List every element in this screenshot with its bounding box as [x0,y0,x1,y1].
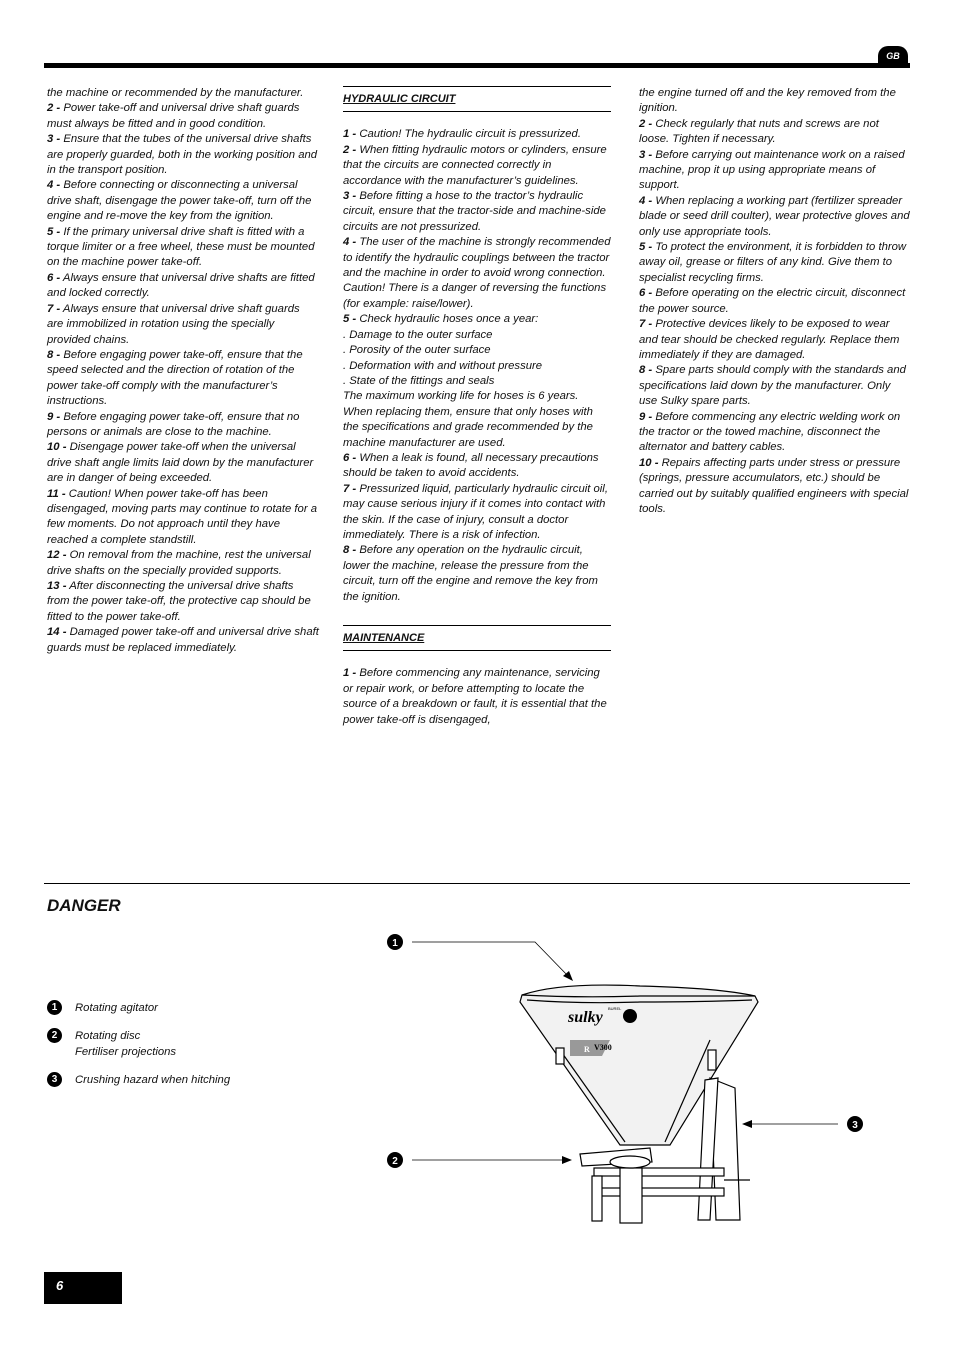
item-text: Always ensure that universal drive shaft guards are immobilized in rotation using the specially provided chains. [47,302,300,346]
legend-item [47,1000,230,1016]
item-number: 7 - [47,302,61,315]
list-item [343,235,611,312]
danger-legend [47,1000,230,1100]
legend-text: Fertiliser projections [75,1046,177,1058]
list-item [639,317,911,363]
list-item [47,302,319,348]
item-text: Before operating on the electric circuit, disconnect the power source. [639,287,906,315]
list-item [343,451,611,482]
item-text: Caution! When power take-off has been disengaged, moving parts may continue to rotate for a few moments. Do not approach until they have reached a complete standstill. [47,487,318,546]
list-item [639,86,911,117]
list-item [639,286,911,317]
item-text: Protective devices likely to be exposed to wear and tear should be checked regularly. Replace them immediately if they are damaged. [639,318,900,361]
svg-text:1: 1 [392,938,398,949]
list-item [343,666,611,728]
item-text: Before commencing any electric welding work on the tractor or the towed machine, disconnect the alternator and battery cables. [639,410,901,454]
item-text: Before fitting a hose to the tractor’s hydraulic circuit, ensure that the tractor-side and machine-side circuits are not pressurized. [343,190,606,233]
list-item [343,343,611,358]
maintenance-list [343,666,611,728]
list-item [47,178,319,224]
item-number: 7 - [639,318,653,331]
list-item [47,579,319,625]
brand-sub: BUREL [608,1006,622,1011]
item-number: 2 - [343,143,357,156]
item-text: When fitting hydraulic motors or cylinders, ensure that the circuits are connected correctly in accordance with the manufacturer’s guidelines. [343,143,607,187]
list-item [47,348,319,410]
item-text: After disconnecting the universal drive shafts from the power take-off, the protective cap should be fitted to the power take-off. [47,580,311,623]
item-text: Before carrying out maintenance work on a raised machine, prop it up using appropriate means of support. [639,148,905,192]
column-left [47,86,319,656]
item-number: 8 - [343,544,357,557]
list-item [47,487,319,549]
item-number: 4 - [639,194,653,207]
list-item [343,143,611,189]
item-text: Before engaging power take-off, ensure that the speed selected and the direction of rotation of the power take-off comply with the manufacturer’s instructions. [47,348,303,408]
item-text: Pressurized liquid, particularly hydraulic circuit oil, may cause serious injury if it comes into contact with the skin. If the case of injury, consult a doctor immediately. There is a risk of infection. [343,482,608,541]
item-text: Repairs affecting parts under stress or pressure (springs, pressure accumulators, etc.) should be carried out by suitably qualified engineers with special tools. [639,456,909,515]
item-text: Check hydraulic hoses once a year: [359,313,539,326]
column-right [639,86,911,517]
item-text: Damaged power take-off and universal drive shaft guards must be replaced immediately. [47,626,319,654]
list-item [639,117,911,148]
list-item [343,189,611,235]
item-number: 5 - [343,313,357,326]
item-number: 12 - [47,549,67,562]
item-text: . Damage to the outer surface [343,328,493,341]
item-number: 5 - [47,225,61,238]
callout-3 [847,1116,863,1132]
list-item [639,194,911,240]
list-item [343,482,611,544]
item-text: Before engaging power take-off, ensure that no persons or animals are close to the machine. [47,410,300,438]
item-text: Before connecting or disconnecting a universal drive shaft, disengage the power take-off, turn off the engine and re-move the key from the ignition. [47,179,312,223]
item-number: 14 - [47,626,67,639]
item-text: If the primary universal drive shaft is fitted with a torque limiter or a free wheel, these must be mounted on the machine power take-off. [47,225,315,269]
language-badge: GB [878,46,908,66]
legend-text: Crushing hazard when hitching [75,1074,231,1086]
item-text: The maximum working life for hoses is 6 years. When replacing them, ensure that only hoses with the specifications and grade recommended by the machine manufacturer are used. [343,390,593,449]
list-item [343,389,611,451]
column-middle [343,86,611,728]
item-text: . Deformation with and without pressure [343,359,543,372]
item-number: 10 - [47,441,67,454]
item-number: 9 - [47,410,61,423]
item-number: 11 - [47,487,66,500]
danger-heading: DANGER [47,896,121,915]
list-item [47,132,319,178]
list-item [47,225,319,271]
list-item [47,410,319,441]
callout-number-icon: 2 [47,1028,62,1043]
item-number: 3 - [47,133,61,146]
list-item [47,86,319,101]
list-item [639,363,911,409]
list-item [47,271,319,302]
item-number: 2 - [639,117,653,130]
item-number: 2 - [47,102,61,115]
list-item [639,148,911,194]
item-text: The user of the machine is strongly recommended to identify the hydraulic couplings between the tractor and the machine in order to avoid wrong connection. Caution! There is a danger of reversing the functions (for example: raise/lower). [343,236,611,310]
item-text: Always ensure that universal drive shafts are fitted and locked correctly. [47,271,315,300]
list-item [343,312,611,327]
item-text: Before any operation on the hydraulic circuit, lower the machine, release the pressure from the circuit, turn off the engine and remove the key from the ignition. [343,544,598,603]
list-item [343,359,611,374]
list-item [47,625,319,656]
item-text: When replacing a working part (fertilizer spreader blade or seed drill coulter), wear protective gloves and only use appropriate tools. [639,194,910,238]
list-item [343,127,611,142]
item-number: 5 - [639,241,653,254]
item-text: Before commencing any maintenance, servicing or repair work, or before attempting to locate the source of a breakdown or fault, it is essential that the power take-off is disengaged, [343,667,607,726]
item-text: . State of the fittings and seals [343,374,495,387]
item-number: 3 - [343,190,357,203]
item-number: 10 - [639,456,659,469]
item-number: 6 - [343,451,357,464]
list-item [343,543,611,605]
legend-text: Rotating disc [75,1030,141,1042]
item-number: 1 - [343,667,357,680]
list-item [47,440,319,486]
callout-number-icon: 1 [47,1000,62,1015]
header-rule [44,63,910,68]
list-item [343,374,611,389]
item-text: To protect the environment, it is forbidden to throw away oil, grease or filters of any kind. Give them to specialist recycling firms. [639,241,907,284]
svg-text:V300: V300 [594,1043,612,1052]
item-text: Power take-off and universal drive shaft guards must always be fitted and in good condition. [47,102,300,130]
item-text: the machine or recommended by the manufacturer. [47,87,304,99]
item-number: 6 - [639,287,653,300]
legend-item [47,1028,230,1060]
brand-logo: sulky [568,1009,603,1026]
list-item [639,410,911,456]
list-item [343,328,611,343]
callout-2 [387,1152,403,1168]
list-item [639,456,911,518]
danger-divider [44,883,910,884]
item-text: Spare parts should comply with the standards and specifications laid down by the manufacturer. Only use Sulky spare parts. [639,364,906,408]
item-number: 13 - [47,580,67,592]
item-number: 6 - [47,271,61,284]
item-text: Disengage power take-off when the universal drive shaft angle limits laid down by the manufacturer are in danger of being exceeded. [47,441,314,485]
item-number: 3 - [639,148,653,161]
legend-item [47,1072,230,1088]
item-text: Ensure that the tubes of the universal drive shafts are properly guarded, both in the working position and in the transport position. [47,133,318,177]
item-text: On removal from the machine, rest the universal drive shafts on the specially provided supports. [47,549,311,577]
brand-emblem-icon [623,1009,637,1023]
item-text: Check regularly that nuts and screws are not loose. Tighten if necessary. [639,117,879,146]
page-number: 6 [44,1272,122,1304]
item-number: 8 - [639,364,653,377]
item-number: 4 - [47,179,61,192]
list-item [47,101,319,132]
svg-text:R: R [584,1045,590,1054]
item-number: 1 - [343,128,357,141]
section-heading-maintenance: MAINTENANCE [343,625,611,651]
svg-text:2: 2 [392,1156,398,1167]
item-text: . Porosity of the outer surface [343,344,491,357]
list-item [639,240,911,286]
callout-1 [387,934,403,950]
hydraulic-list [343,127,611,605]
svg-text:3: 3 [852,1120,858,1131]
legend-text: Rotating agitator [75,1002,158,1014]
item-text: When a leak is found, all necessary precautions should be taken to avoid accidents. [343,451,599,480]
item-number: 9 - [639,410,653,423]
item-number: 4 - [343,236,357,249]
item-number: 8 - [47,348,61,361]
spreader-illustration [380,930,890,1230]
list-item [47,548,319,579]
item-text: Caution! The hydraulic circuit is pressurized. [359,128,581,141]
callout-number-icon: 3 [47,1072,62,1087]
item-number: 7 - [343,482,357,495]
item-text: the engine turned off and the key removed from the ignition. [639,87,896,115]
section-heading-hydraulic: HYDRAULIC CIRCUIT [343,86,611,112]
